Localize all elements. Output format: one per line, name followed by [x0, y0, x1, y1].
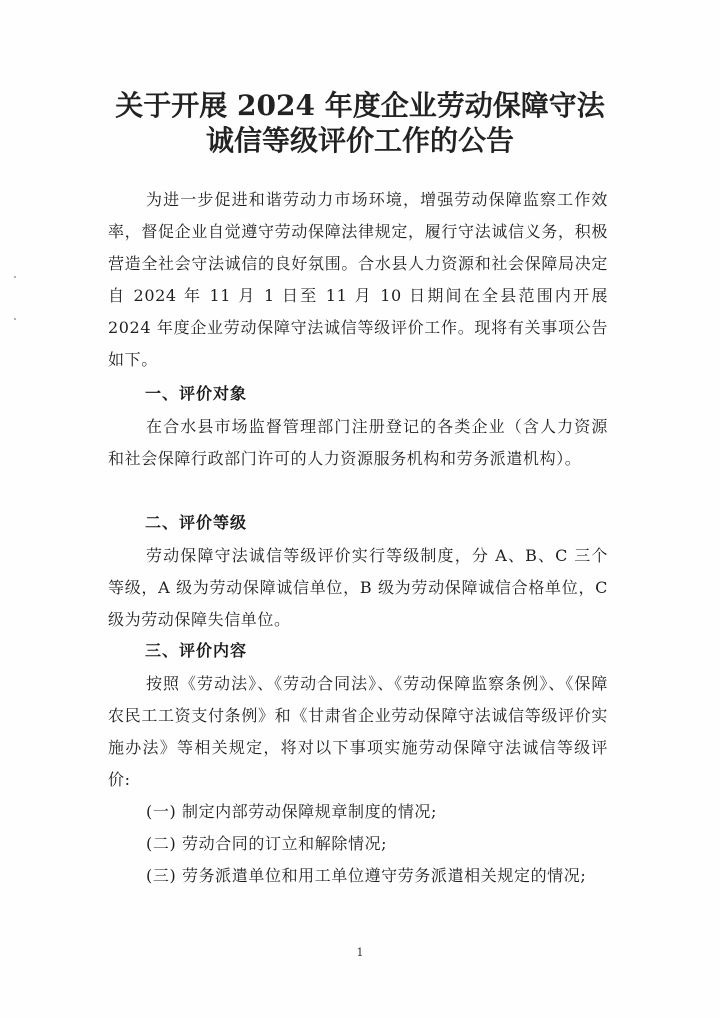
- section-body-2: 劳动保障守法诚信等级评价实行等级制度，分 A、B、C 三个等级，A 级为劳动保障诚信单位，B 级为劳动保障诚信合格单位，C 级为劳动保障失信单位。: [108, 546, 608, 629]
- section-heading-3: 三、评价内容: [145, 641, 248, 660]
- section-heading-2: 二、评价等级: [145, 513, 248, 532]
- page-number: 1: [356, 946, 364, 959]
- intro-paragraph: 为进一步促进和谐劳动力市场环境，增强劳动保障监察工作效率，督促企业自觉遵守劳动保障法律规定，履行守法诚信义务，积极营造全社会守法诚信的良好氛围。合水县人力资源和社会保障局决定自 2024 年 11 月 1 日至 11 月 10 日期间在全县范围内开展 2024 年度企业劳动保障守法诚信等级评价工作。现将有关事项公告如下。: [108, 190, 608, 369]
- document-title-line-2: 诚信等级评价工作的公告: [205, 124, 514, 157]
- margin-mark: [14, 276, 16, 278]
- margin-mark: [14, 318, 16, 320]
- section-body-3: 按照《劳动法》、《劳动合同法》、《劳动保障监察条例》、《保障农民工工资支付条例》和《甘肃省企业劳动保障守法诚信等级评价实施办法》等相关规定，将对以下事项实施劳动保障守法诚信等级评价:: [108, 674, 608, 789]
- section-body-1: 在合水县市场监督管理部门注册登记的各类企业（含人力资源和社会保障行政部门许可的人力资源服务机构和劳务派遣机构）。: [108, 417, 608, 468]
- list-item: (三) 劳务派遣单位和用工单位遵守劳务派遣相关规定的情况;: [146, 866, 587, 885]
- list-item: (二) 劳动合同的订立和解除情况;: [146, 834, 388, 853]
- document-title-line-1: 关于开展 2024 年度企业劳动保障守法: [115, 89, 605, 122]
- section-heading-1: 一、评价对象: [145, 384, 248, 403]
- list-item: (一) 制定内部劳动保障规章制度的情况;: [146, 802, 437, 821]
